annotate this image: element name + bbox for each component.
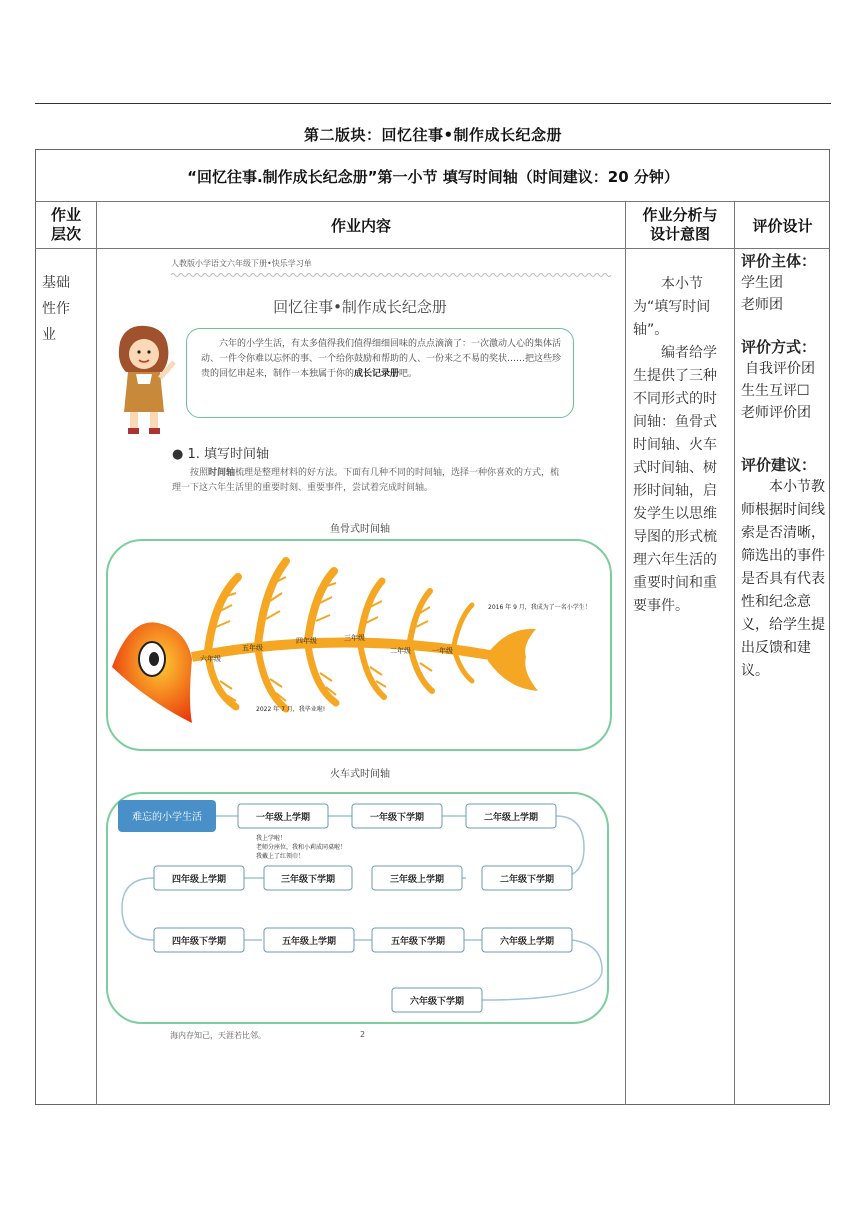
table-col-rule (96, 201, 97, 1105)
intro-bold: 时间轴 (208, 468, 236, 478)
train-start: 难忘的小学生活 (132, 812, 202, 823)
eval-subject-title: 评价主体： (741, 252, 817, 270)
train-station: 六年级下学期 (409, 997, 465, 1007)
header-content: 作业内容 (330, 217, 391, 235)
train-station: 五年级下学期 (390, 937, 446, 947)
train-station: 三年级下学期 (280, 875, 336, 885)
train-note: 老师分座位，我和小莉成同桌啦！ (256, 844, 347, 851)
train-note: 我戴上了红领巾！ (256, 853, 305, 860)
analysis-paragraph: 编者给学生提供了三种不同形式的时间轴：鱼骨式时间轴、火车式时间轴、树形时间轴，启发学生以思维导图的形式梳理六年生活的重要时间和重要事件。 (633, 345, 717, 614)
train-timeline (106, 792, 609, 1024)
eval-subject-item: 学生团 (741, 275, 783, 291)
eval-advice-title: 评价建议： (741, 456, 817, 474)
fish-start-note: 2016 年 9 月，我成为了一名小学生！ (488, 604, 591, 611)
train-station: 五年级上学期 (281, 937, 337, 947)
analysis-paragraph: 本小节为“填写时间轴”。 (633, 276, 711, 338)
block-title: 第二版块：回忆往事•制作成长纪念册 (303, 126, 563, 144)
train-station: 一年级下学期 (369, 813, 425, 823)
wave-divider (171, 272, 611, 278)
train-station: 四年级下学期 (171, 937, 227, 947)
table-rule (35, 248, 830, 249)
fish-label: 一年级 (432, 647, 453, 655)
bubble-text: 六年的小学生活，有太多值得我们值得细细回味的点点滴滴了：一次激动人心的集体活动、一件令你难以忘怀的事、一个给你鼓励和帮助的人、一份来之不易的奖状……把这些珍贵的回忆串起来，制作一本独属于你的 (201, 339, 562, 379)
train-station: 一年级上学期 (255, 813, 311, 823)
eval-method-item: 生生互评☐ (741, 383, 810, 399)
eval-method-title: 评价方式： (741, 338, 817, 356)
fish-label: 六年级 (200, 655, 221, 663)
worksheet-top-label: 人教版小学语文六年级下册•快乐学习单 (171, 259, 312, 268)
train-station: 六年级上学期 (499, 937, 555, 947)
train-station: 四年级上学期 (171, 875, 227, 885)
section-title: “回忆往事.制作成长纪念册”第一小节 填写时间轴（时间建议：20 分钟） (187, 168, 679, 186)
train-caption: 火车式时间轴 (330, 769, 390, 780)
fishbone-diagram (108, 541, 610, 749)
eval-advice-text: 本小节教师根据时间线索是否清晰，筛选出的事件是否具有代表性和纪念意义，给学生提出反馈和建议。 (741, 479, 825, 679)
eval-method-item: 自我评价团 (745, 361, 815, 377)
worksheet-image (106, 258, 614, 1048)
eval-method-item: 老师评价团 (741, 405, 811, 421)
worksheet-title: 回忆往事•制作成长纪念册 (273, 298, 447, 316)
fish-label: 五年级 (242, 644, 263, 652)
train-station: 三年级上学期 (389, 875, 445, 885)
analysis-cell (633, 273, 729, 618)
header-analysis: 作业分析与 设计意图 (642, 206, 718, 243)
bubble-end: 吧。 (399, 369, 418, 379)
fish-label: 四年级 (296, 637, 317, 645)
intro-text: 梳理是整理材料的好方法。下面有几种不同的时间轴，选择一种你喜欢的方式，梳理一下这六年生活里的重要时刻、重要事件，尝试着完成时间轴。 (172, 468, 560, 493)
fishbone-timeline (106, 539, 612, 751)
eval-subject-item: 老师团 (741, 297, 783, 313)
fish-label: 三年级 (344, 634, 365, 642)
evaluation-cell (741, 250, 825, 683)
girl-illustration-icon (106, 322, 186, 442)
intro-text: 按照 (190, 468, 209, 478)
bubble-bold: 成长记录册 (354, 369, 400, 379)
train-note: 我上学啦！ (256, 835, 287, 842)
level-cell: 基础性作业 (42, 275, 70, 343)
table-col-rule (734, 201, 735, 1105)
intro-bubble (186, 328, 574, 418)
header-level: 作业 层次 (50, 206, 81, 243)
timeline-intro (172, 466, 564, 496)
timeline-subheading: ● 1. 填写时间轴 (172, 447, 270, 462)
table-col-rule (625, 201, 626, 1105)
header-evaluation: 评价设计 (752, 217, 813, 235)
fish-label: 二年级 (390, 647, 411, 655)
fish-caption: 鱼骨式时间轴 (330, 524, 390, 535)
top-rule (35, 103, 831, 104)
fish-end-note: 2022 年 7 月，我毕业啦! (256, 706, 326, 713)
train-station: 二年级下学期 (499, 875, 555, 885)
train-diagram (108, 794, 607, 1022)
worksheet-page-number: 2 (360, 1030, 366, 1039)
worksheet-footer: 海内存知己，天涯若比邻。 (170, 1031, 266, 1040)
train-station: 二年级上学期 (483, 813, 539, 823)
table-rule (35, 201, 830, 202)
